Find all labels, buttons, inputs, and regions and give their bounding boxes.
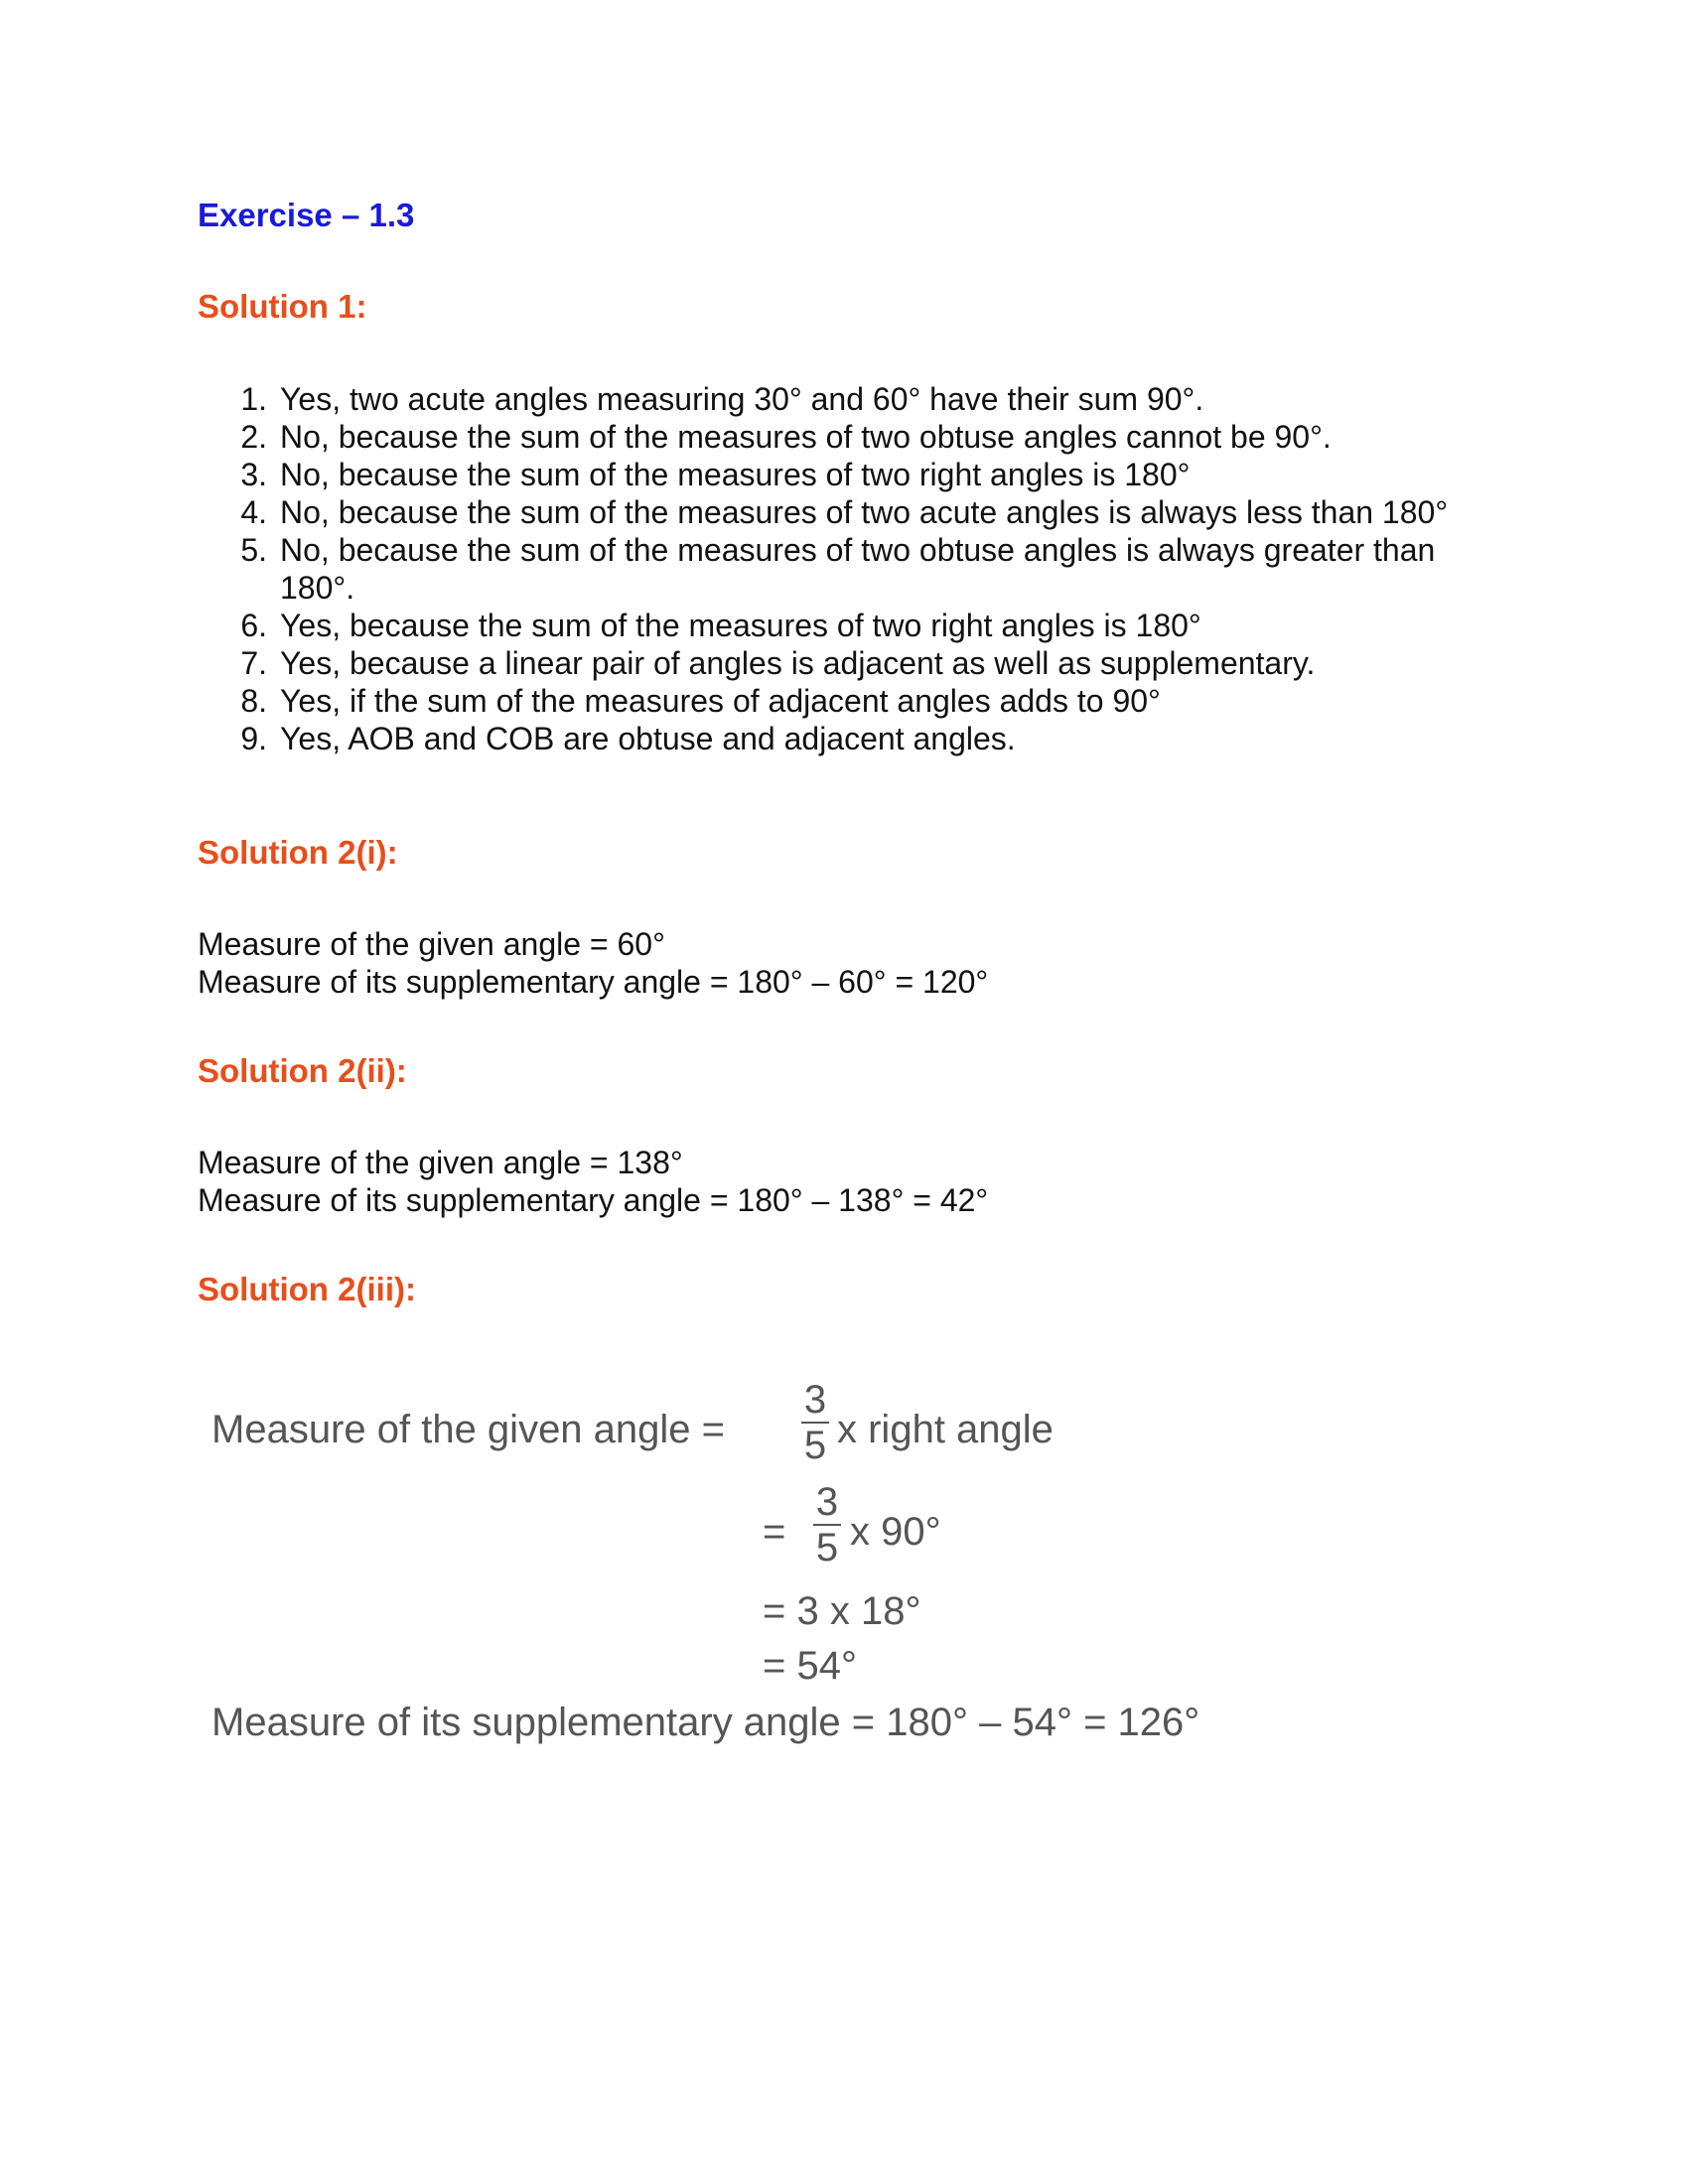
list-item: 2. No, because the sum of the measures of two obtuse angles cannot be 90°. bbox=[240, 419, 1332, 455]
fraction-numerator: 3 bbox=[815, 1480, 839, 1524]
fraction-denominator: 5 bbox=[815, 1526, 839, 1570]
fraction-numerator: 3 bbox=[803, 1378, 827, 1422]
exercise-title: Exercise – 1.3 bbox=[198, 197, 415, 233]
step-fifty-four: = 54° bbox=[763, 1644, 857, 1688]
times-right-angle: x right angle bbox=[837, 1408, 1054, 1451]
fraction-three-fifths bbox=[795, 1378, 835, 1467]
list-item: 5. No, because the sum of the measures of two obtuse angles is always greater than 180°. bbox=[240, 532, 1436, 606]
solution-2ii-supplementary: Measure of its supplementary angle = 180° – 138° = 42° bbox=[198, 1182, 989, 1218]
solution-2ii-heading: Solution 2(ii): bbox=[198, 1052, 407, 1089]
solution-2i-supplementary: Measure of its supplementary angle = 180° – 60° = 120° bbox=[198, 964, 989, 1000]
list-item: 4. No, because the sum of the measures of two acute angles is always less than 180° bbox=[240, 494, 1449, 530]
fraction-denominator: 5 bbox=[803, 1424, 827, 1467]
given-angle-label: Measure of the given angle = bbox=[211, 1408, 726, 1451]
list-item: 3. No, because the sum of the measures of two right angles is 180° bbox=[240, 457, 1191, 492]
solution-1-heading: Solution 1: bbox=[198, 288, 367, 325]
list-item: 7. Yes, because a linear pair of angles is adjacent as well as supplementary. bbox=[240, 645, 1316, 681]
step-three-times-eighteen: = 3 x 18° bbox=[763, 1589, 921, 1633]
solution-2i-given: Measure of the given angle = 60° bbox=[198, 926, 665, 962]
supplementary-angle-result: Measure of its supplementary angle = 180° – 54° = 126° bbox=[211, 1701, 1200, 1744]
solution-2i-heading: Solution 2(i): bbox=[198, 834, 398, 871]
list-item: 1. Yes, two acute angles measuring 30° and 60° have their sum 90°. bbox=[240, 381, 1204, 417]
equals-sign: = bbox=[763, 1510, 786, 1554]
solution-2ii-given: Measure of the given angle = 138° bbox=[198, 1145, 683, 1180]
list-item: 8. Yes, if the sum of the measures of adjacent angles adds to 90° bbox=[240, 683, 1161, 719]
solution-1-list bbox=[198, 380, 1508, 757]
solution-2iii-working bbox=[211, 1378, 1304, 1755]
solution-2iii-heading: Solution 2(iii): bbox=[198, 1271, 416, 1307]
times-ninety: x 90° bbox=[850, 1510, 941, 1554]
list-item: 6. Yes, because the sum of the measures of two right angles is 180° bbox=[240, 608, 1201, 643]
fraction-three-fifths-2 bbox=[807, 1480, 847, 1570]
list-item: 9. Yes, AOB and COB are obtuse and adjacent angles. bbox=[240, 721, 1016, 756]
